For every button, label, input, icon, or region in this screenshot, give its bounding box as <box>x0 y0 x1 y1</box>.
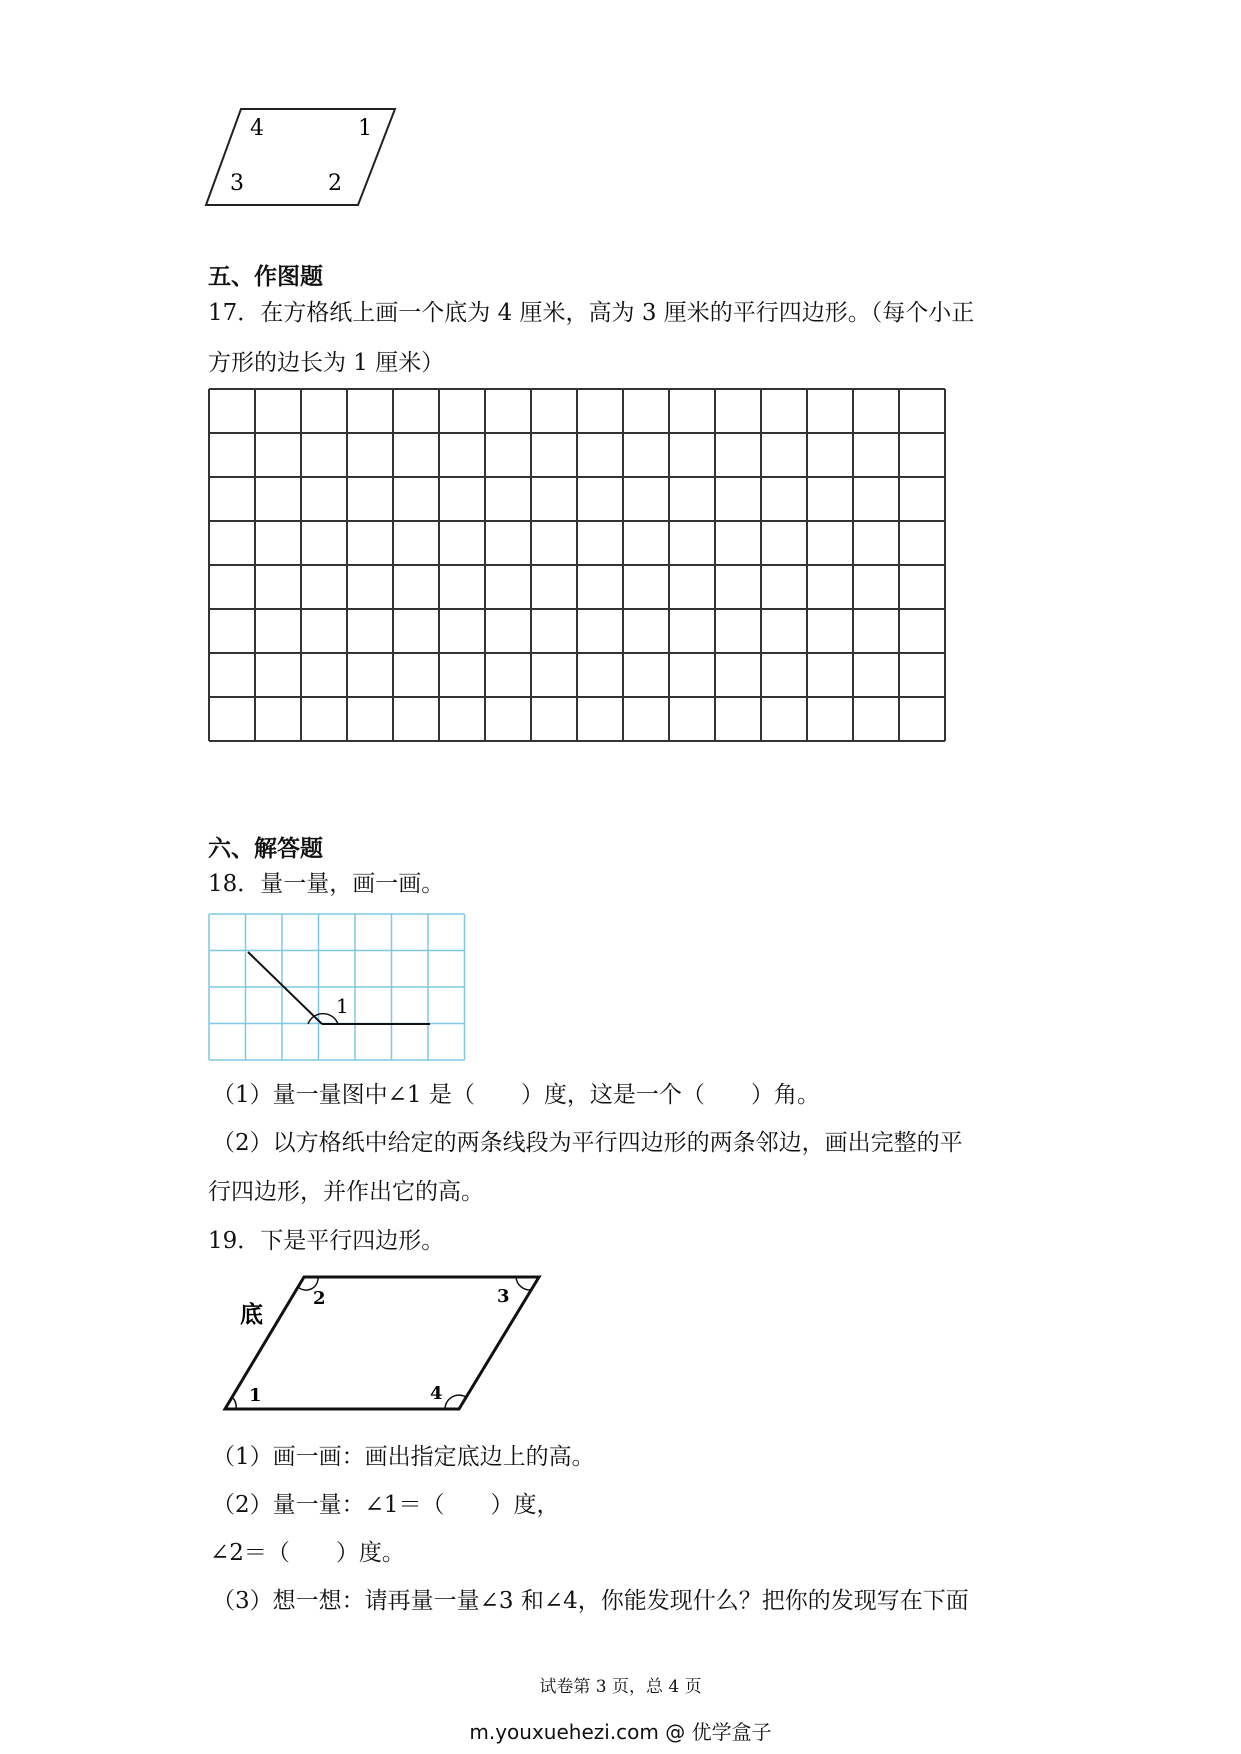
site-watermark: m.youxuehezi.com @ 优学盒子 <box>469 1720 772 1744</box>
angle-label-4: 4 <box>250 116 264 141</box>
section-heading-answer: 六、解答题 <box>208 836 323 862</box>
angle-1-label: 1 <box>336 994 349 1018</box>
angle-label-2: 2 <box>328 171 342 196</box>
parallelogram-figure-q19 <box>215 1265 545 1425</box>
question-18-part1: （1）量一量图中∠1 是（ ）度，这是一个（ ）角。 <box>212 1082 820 1108</box>
angle-label-1: 1 <box>358 116 372 141</box>
grid-figure-q18[interactable] <box>208 913 470 1063</box>
question-17-line1: 17．在方格纸上画一个底为 4 厘米，高为 3 厘米的平行四边形。（每个小正 <box>208 300 975 326</box>
angle-3-label: 3 <box>497 1286 510 1307</box>
question-19-title: 19．下是平行四边形。 <box>208 1228 445 1254</box>
question-18-part2-line1: （2）以方格纸中给定的两条线段为平行四边形的两条邻边，画出完整的平 <box>212 1130 963 1156</box>
question-19-part2-line2: ∠2＝（ ）度。 <box>210 1540 405 1566</box>
angle-label-3: 3 <box>230 171 244 196</box>
angle-1-label: 1 <box>249 1385 262 1406</box>
angle-2-label: 2 <box>313 1288 326 1309</box>
question-19-part3: （3）想一想：请再量一量∠3 和∠4，你能发现什么？把你的发现写在下面 <box>212 1588 969 1614</box>
base-side-label: 底 <box>240 1301 263 1328</box>
angle-4-label: 4 <box>430 1383 443 1404</box>
question-17-line2: 方形的边长为 1 厘米） <box>208 350 445 376</box>
question-19-part2-line1: （2）量一量：∠1＝（ ）度， <box>212 1492 560 1518</box>
section-heading-drawing: 五、作图题 <box>208 264 323 290</box>
question-18-title: 18．量一量，画一画。 <box>208 871 445 897</box>
page-number: 试卷第 3 页，总 4 页 <box>539 1677 702 1697</box>
question-18-part2-line2: 行四边形，并作出它的高。 <box>208 1179 484 1205</box>
parallelogram-figure-top <box>200 100 410 215</box>
grid-paper-q17[interactable] <box>208 388 950 744</box>
question-19-part1: （1）画一画：画出指定底边上的高。 <box>212 1444 595 1470</box>
